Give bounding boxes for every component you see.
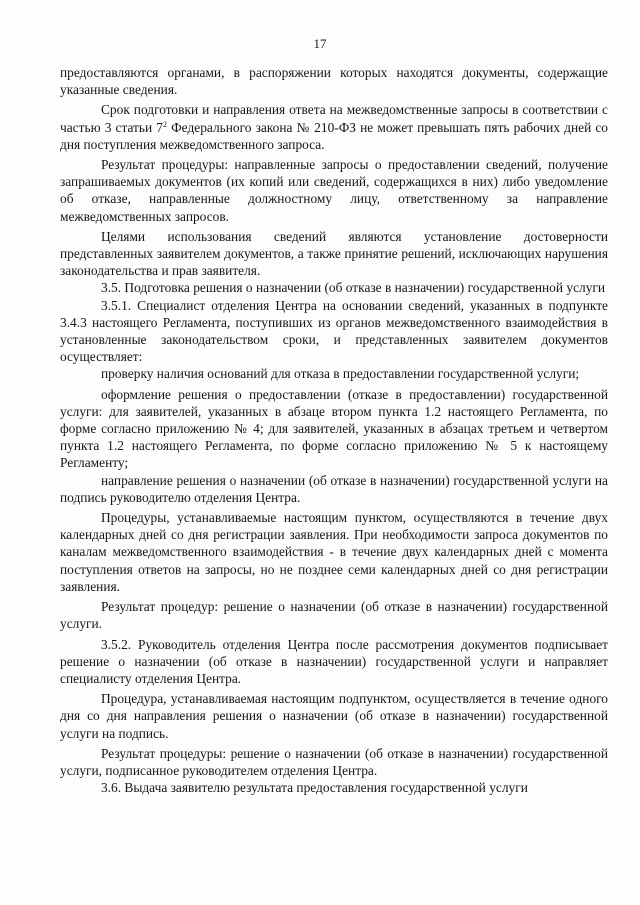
list-item: проверку наличия оснований для отказа в предоставлении государственной услуги; (101, 366, 580, 382)
superscript: 2 (162, 119, 167, 129)
paragraph: Процедура, устанавливаемая настоящим подпунктом, осуществляется в течение одного дня со дня направления решения о назначении (об отказе в назначении) государственной услуги на подпись. (60, 691, 608, 741)
paragraph: 3.5.2. Руководитель отделения Центра после рассмотрения документов подписывает решение о назначении (об отказе в назначении) государственной услуги и направляет специалисту отделения Центра. (60, 636, 608, 686)
document-body (60, 64, 608, 796)
paragraph (60, 101, 608, 153)
list-item: оформление решения о предоставлении (отказе в предоставлении) государственной услуги: для заявителей, указанных в абзаце втором пункта 1.2 настоящего Регламента, по форме согласно приложению № 4; для заявителей, указанных в абзацах третьем и четвертом пункта 1.2 настоящего Регламента, по форме согласно приложению № 5 к настоящему Регламенту; (60, 386, 608, 471)
paragraph: Результат процедуры: решение о назначении (об отказе в назначении) государственной услуги, подписанное руководителем отделения Центра. (60, 745, 608, 778)
page-number: 17 (313, 36, 327, 51)
paragraph: предоставляются органами, в распоряжении которых находятся документы, содержащие указанные сведения. (60, 65, 608, 98)
section-heading: 3.6. Выдача заявителю результата предоставления государственной услуги (101, 780, 528, 796)
paragraph: Результат процедур: решение о назначении (об отказе в назначении) государственной услуги. (60, 599, 608, 632)
paragraph-text: Срок подготовки и направления ответа на межведомственные запросы в соответствии с частью 3 статьи 7 (60, 102, 608, 135)
section-heading: 3.5. Подготовка решения о назначении (об отказе в назначении) государственной услуги (101, 280, 606, 296)
paragraph-text: Федерального закона № 210-ФЗ не может превышать пять рабочих дней со дня поступления межведомственного запроса. (60, 119, 608, 152)
paragraph: Процедуры, устанавливаемые настоящим пунктом, осуществляются в течение двух календарных дней со дня регистрации заявления. При необходимости запроса документов по каналам межведомственного взаимодействия - в течение двух календарных дней с момента поступления ответов на запросы, но не позднее семи календарных дней со дня регистрации заявления. (60, 510, 608, 594)
paragraph: 3.5.1. Специалист отделения Центра на основании сведений, указанных в подпункте 3.4.3 настоящего Регламента, поступивших из органов межведомственного взаимодействия в установленные законодательством сроки, и представленных заявителем документов осуществляет: (60, 297, 608, 365)
paragraph: Целями использования сведений являются установление достоверности представленных заявителем документов, а также принятие решений, исключающих нарушения законодательства и прав заявителя. (60, 228, 608, 279)
paragraph: Результат процедуры: направленные запросы о предоставлении сведений, получение запрашиваемых документов (их копий или сведений, содержащихся в них) либо уведомление об отказе, направленные должностному лицу, ответственному за направление межведомственных запросов. (60, 157, 608, 224)
list-item: направление решения о назначении (об отказе в назначении) государственной услуги на подпись руководителю отделения Центра. (60, 472, 608, 505)
